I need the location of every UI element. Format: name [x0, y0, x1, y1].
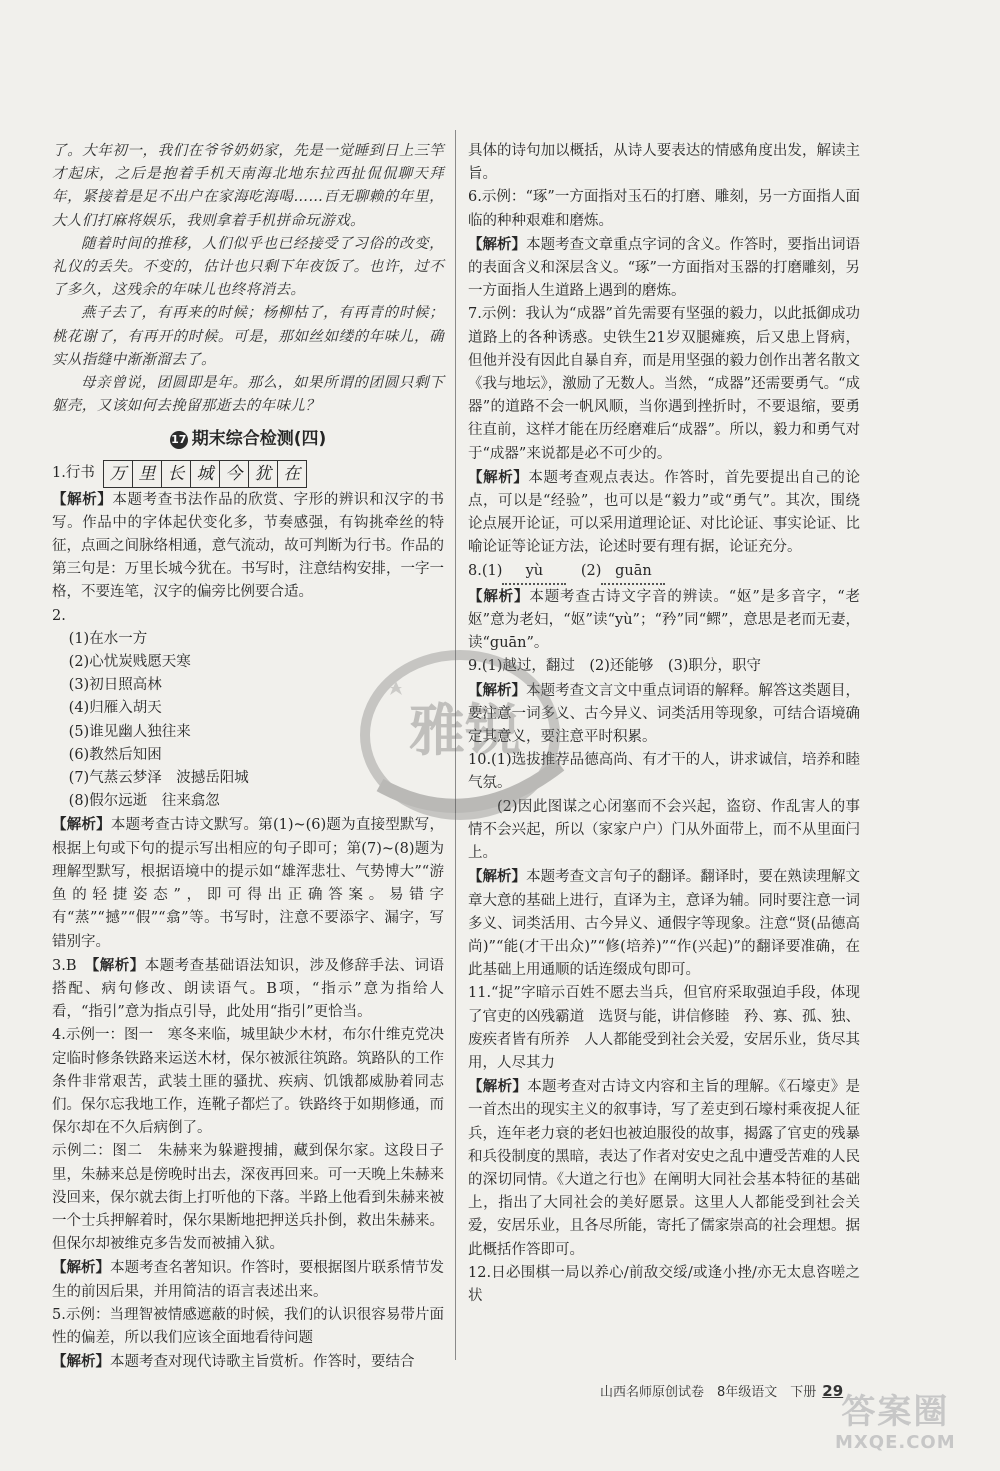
calligraphy-char: 城: [191, 461, 220, 487]
q10-answer-1: 10.(1)选拔推荐品德高尚、有才干的人，讲求诚信，培养和睦气氛。: [468, 752, 860, 792]
q1-answer: 1.行书: [52, 465, 95, 482]
watermark-corner: [835, 1392, 956, 1453]
section-number-badge: 17: [170, 431, 188, 449]
q5-answer: 5.示例：当理智被情感遮蔽的时候，我们的认识很容易带片面性的偏差，所以我们应该全面地看待问题: [52, 1306, 444, 1346]
essay-paragraph: 燕子去了，有再来的时候；杨柳枯了，有再青的时候；桃花谢了，有再开的时候。可是，那如丝如缕的年味儿，确实从指缝中渐渐溜去了。: [52, 305, 444, 368]
q2-item: (1)在水一方: [68, 630, 148, 647]
q8-analysis: 【解析】本题考查古诗文字音的辨读。“妪”是多音字，“老妪”意为老妇，“妪”读“yù”；“矜”同“鳏”，意思是老而无妻，读“guān”。: [468, 587, 860, 652]
essay-paragraph: 母亲曾说，团圆即是年。那么，如果所谓的团圆只剩下躯壳，又该如何去挽留那逝去的年味儿？: [52, 375, 444, 415]
calligraphy-char: 长: [162, 461, 191, 487]
q10-answer-2: (2)因此图谋之心闭塞而不会兴起，盗窃、作乱害人的事情不会兴起，所以（家家户户）门从外面带上，而不从里面闩上。: [468, 798, 860, 862]
pinyin-blank: yù: [502, 560, 566, 585]
page-footer: [600, 1381, 843, 1400]
q7-answer: 7.示例：我认为“成器”首先需要有坚强的毅力，以此抵御成功道路上的各种诱惑。史铁生21岁双腿瘫痪，后又患上肾病，但他并没有因此自暴自弃，而是用坚强的毅力创作出著名散文《我与地坛》，激励了无数人。当然，“成器”还需要勇气。“成器”的道路不会一帆风顺，当你遇到挫折时，不要退缩，要勇往直前，这样才能在历经磨难后“成器”。所以，毅力和勇气对于“成器”来说都是必不可少的。: [468, 306, 860, 462]
q1-analysis: 【解析】本题考查书法作品的欣赏、字形的辨识和汉字的书写。作品中的字体起伏变化多，节奏感强，有钩挑牵丝的特征，点画之间脉络相通，意气流动，故可判断为行书。作品的第三句是：万里长城今犹在。书写时，注意结构安排，一字一格，不要连笔，汉字的偏旁比例要合适。: [52, 490, 445, 601]
q2-item: (2)心忧炭贱愿天寒: [68, 654, 191, 671]
q5-analysis-continued: 具体的诗句加以概括，从诗人要表达的情感角度出发，解读主旨。: [468, 143, 860, 183]
q7-analysis: 【解析】本题考查观点表达。作答时，首先要提出自己的论点，可以是“经验”，也可以是“毅力”或“勇气”。其次，围绕论点展开论证，可以采用道理论证、对比论证、事实论证、比喻论证等论证方法，论述时要有理有据，论证充分。: [468, 468, 861, 556]
q12-answer: 12.日必围棋一局以养心/前敌交绥/或逢小挫/亦无太息咨嗟之状: [468, 1264, 860, 1304]
essay-paragraph: 随着时间的推移，人们似乎也已经接受了习俗的改变，礼仪的丢失。不变的，估计也只剩下年夜饭了。也许，过不了多久，这残余的年味儿也终将消去。: [52, 235, 444, 299]
calligraphy-char: 万: [104, 461, 133, 487]
q5-analysis: 【解析】本题考查对现代诗歌主旨赏析。作答时，要结合: [52, 1353, 415, 1371]
q10-analysis: 【解析】本题考查文言句子的翻译。翻译时，要在熟读理解文章大意的基础上进行，直译为主，意译为辅。同时要注意一词多义、词类活用、古今异义、通假字等现象。注意“贤(品德高尚)”“能(才干出众)”“修(培养)”“作(兴起)”的翻译要准确，在此基础上用通顺的话连缀成句即可。: [468, 868, 860, 979]
q9-analysis: 【解析】本题考查文言文中重点词语的解释。解答这类题目，要注意一词多义、古今异义、词类活用等现象，可结合语境确定其意义，要注意平时积累。: [468, 681, 860, 746]
q11-answer: 11.“捉”字暗示百姓不愿去当兵，但官府采取强迫手段，体现了官吏的凶残霸道 选贤与能，讲信修睦 矜、寡、孤、独、废疾者皆有所养 人人都能受到社会关爱，安居乐业，货尽其用，人尽其力: [468, 985, 860, 1071]
q2-item: (5)谁见幽人独往来: [68, 723, 191, 740]
q4-example-1: 4.示例一：图一 寒冬来临，城里缺少木材，布尔什维克党决定临时修条铁路来运送木材，保尔被派往筑路。筑路队的工作条件非常艰苦，武装土匪的骚扰、疾病、饥饿都威胁着同志们。保尔忘我地工作，连靴子都烂了。铁路终于如期修通，而保尔却在不久后病倒了。: [52, 1027, 444, 1137]
watermark-logo: [350, 635, 590, 825]
calligraphy-char: 今: [220, 461, 249, 487]
q2-item: (4)归雁入胡天: [68, 700, 162, 717]
section-title-text: 期末综合检测(四): [191, 429, 327, 450]
q11-analysis: 【解析】本题考查对古诗文内容和主旨的理解。《石壕吏》是一首杰出的现实主义的叙事诗，写了差吏到石壕村乘夜捉人征兵，连年老力衰的老妇也被迫服役的故事，揭露了官吏的残暴和兵役制度的黑暗，表达了作者对安史之乱中遭受苦难的人民的深切同情。《大道之行也》在阐明大同社会基本特征的基础上，指出了大同社会的美好愿景。这里人人都能受到社会关爱，安居乐业，且各尽所能，寄托了儒家崇高的社会理想。据此概括作答即可。: [468, 1078, 861, 1258]
pinyin-blank: guān: [601, 560, 665, 585]
q2-item: (7)气蒸云梦泽 波撼岳阳城: [68, 770, 249, 787]
q2-item: (8)假尔远逝 往来翕忽: [68, 793, 220, 810]
q2-analysis: 【解析】本题考查古诗文默写。第(1)~(6)题为直接型默写，根据上句或下句的提示写出相应的句子即可；第(7)~(8)题为理解型默写，根据语境中的提示如“雄浑悲壮、气势博大”“游鱼的轻捷姿态”，即可得出正确答案。易错字有“蒸”“撼”“假”“翕”等。书写时，注意不要添字、漏字，写错别字。: [52, 816, 444, 950]
q6-analysis: 【解析】本题考查文章重点字词的含义。作答时，要指出词语的表面含义和深层含义。“琢”一方面指对玉器的打磨雕刻，另一方面指人生道路上遇到的磨炼。: [468, 235, 860, 300]
q2-label: 2.: [52, 607, 66, 624]
q2-item: (6)教然后知困: [68, 746, 162, 763]
page-number: 29: [822, 1382, 844, 1400]
q2-item: (3)初日照高林: [68, 677, 162, 694]
q8-answer: 8.(1) yù (2) guān: [468, 560, 860, 585]
watermark-corner-title: 答案圈: [841, 1392, 950, 1432]
q1-row: [52, 460, 444, 488]
watermark-logo-text: 雅锐: [409, 699, 521, 764]
calligraphy-char: 里: [133, 461, 162, 487]
q4-analysis: 【解析】本题考查名著知识。作答时，要根据图片联系情节发生的前因后果，并用简洁的语言表述出来。: [52, 1259, 444, 1300]
q3-answer: 3.B 【解析】本题考查基础语法知识，涉及修辞手法、词语搭配、病句修改、朗读语气。B项，“指示”意为指给人看，“指引”意为指点引导，此处用“指引”更恰当。: [52, 956, 445, 1021]
calligraphy-char: 在: [283, 463, 301, 484]
calligraphy-char: 犹: [249, 461, 278, 487]
watermark-corner-url: MXQE.COM: [835, 1432, 956, 1453]
section-title: [52, 428, 444, 451]
q9-answer: 9.(1)越过，翻过 (2)还能够 (3)职分，职守: [468, 658, 761, 675]
essay-paragraph: 了。大年初一，我们在爷爷奶奶家，先是一觉睡到日上三竿才起床，之后是抱着手机天南海北地东拉西扯侃侃聊天拜年，紧接着是足不出户在家海吃海喝……百无聊赖的年里，大人们打麻将娱乐，我则拿着手机拼命玩游戏。: [52, 143, 444, 229]
q4-example-2: 示例二：图二 朱赫来为躲避搜捕，藏到保尔家。这段日子里，朱赫来总是傍晚时出去，深夜再回来。可一天晚上朱赫来没回来，保尔就去街上打听他的下落。半路上他看到朱赫来被一个士兵押解着时，保尔果断地把押送兵扑倒，救出朱赫来。但保尔却被维克多告发而被捕入狱。: [52, 1143, 444, 1253]
footer-book-title: 山西名师原创试卷 8年级语文 下册: [600, 1385, 817, 1400]
calligraphy-grid: [103, 460, 307, 488]
q6-answer: 6.示例：“琢”一方面指对玉石的打磨、雕刻，另一方面指人面临的种种艰难和磨炼。: [468, 189, 860, 229]
